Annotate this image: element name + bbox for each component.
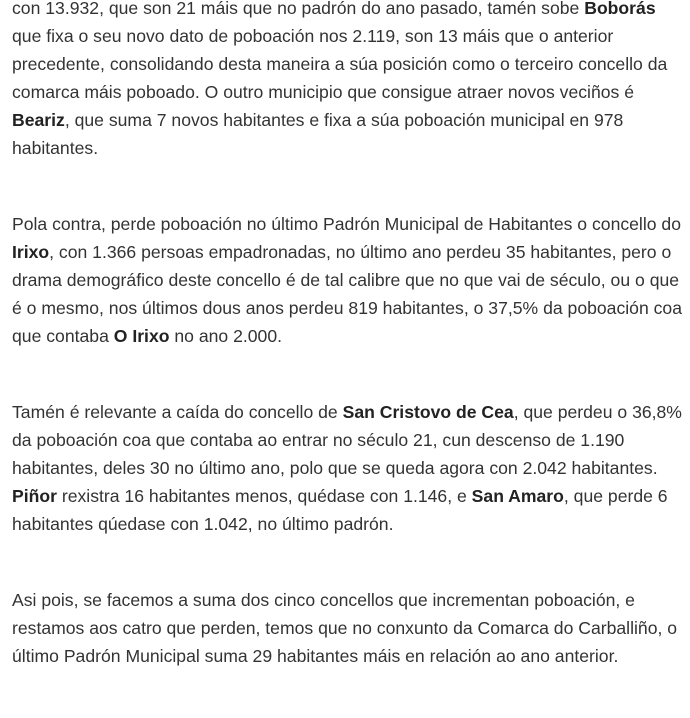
place-name: San Amaro [471, 486, 564, 506]
paragraph-4 [12, 586, 688, 670]
place-name: Beariz [12, 110, 65, 130]
text-segment: rexistra 16 habitantes menos, quédase con 1.146, e [56, 486, 472, 506]
paragraph-3 [12, 398, 688, 538]
text-segment: no ano 2.000. [169, 326, 282, 346]
text-segment: , que perde 6 habitantes qúedase con 1.042, no último padrón. [12, 486, 668, 534]
text-segment: con 13.932, que son 21 máis que no padrón do ano pasado, tamén sobe [12, 0, 585, 18]
place-name: Irixo [12, 242, 50, 262]
text-segment: Tamén é relevante a caída do concello de [12, 402, 343, 422]
text-segment: Pola contra, perde poboación no último Padrón Municipal de Habitantes o concello do [12, 214, 681, 234]
text-segment: que fixa o seu novo dato de poboación nos 2.119, son 13 máis que o anterior precedente, consolidando desta maneira a súa posición como o terceiro concello da comarca máis poboado. O outro municipio que consigue atraer novos veciños é [12, 26, 668, 102]
paragraph-2 [12, 210, 688, 350]
paragraph-1 [12, 0, 688, 162]
place-name: Boborás [584, 0, 656, 18]
text-segment: Asi pois, se facemos a suma dos cinco concellos que incrementan poboación, e restamos aos catro que perden, temos que no conxunto da Comarca do Carballiño, o último Padrón Municipal suma 29 habitantes máis en relación ao ano anterior. [12, 590, 678, 666]
article-body [12, 0, 688, 718]
text-segment: , con 1.366 persoas empadronadas, no último ano perdeu 35 habitantes, pero o drama demográfico deste concello é de tal calibre que no que vai de século, ou o que é o mesmo, nos últimos dous anos perdeu 819 habitantes, o 37,5% da poboación coa que contaba [12, 242, 682, 346]
text-segment: , que suma 7 novos habitantes e fixa a súa poboación municipal en 978 habitantes. [12, 110, 624, 158]
place-name: San Cristovo de Cea [342, 402, 514, 422]
text-segment: , que perdeu o 36,8% da poboación coa que contaba ao entrar no século 21, cun descenso de 1.190 habitantes, deles 30 no último ano, polo que se queda agora con 2.042 habitantes. [12, 402, 682, 478]
place-name: O Irixo [113, 326, 170, 346]
place-name: Piñor [12, 486, 57, 506]
